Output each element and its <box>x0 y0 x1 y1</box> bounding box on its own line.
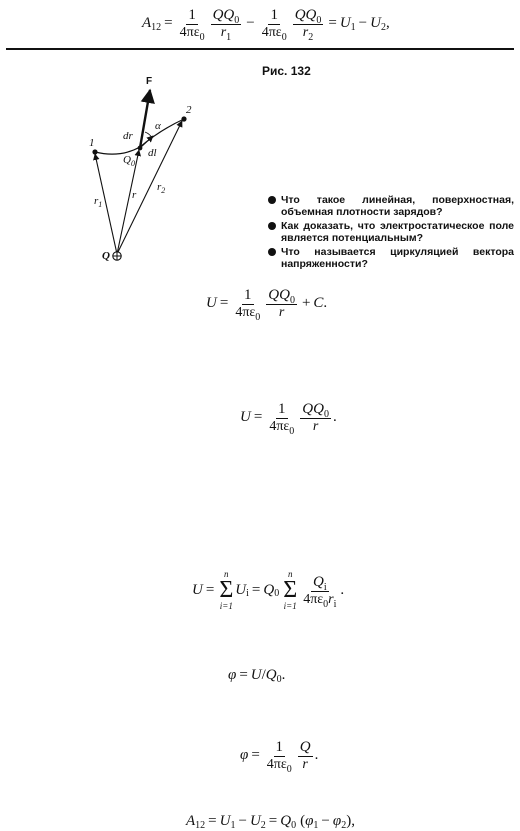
question-text: Как доказать, что электростатическое поле является потенциальным? <box>281 219 514 245</box>
question-item <box>268 246 514 271</box>
sum-lower-limit: i=1 <box>219 600 233 611</box>
fraction-denominator <box>233 305 262 322</box>
subscript: i <box>323 581 327 593</box>
symbol-Q: Q <box>263 581 275 598</box>
four-pi-epsilon: 4πε <box>266 757 287 772</box>
symbol-phi: φ <box>305 813 314 829</box>
sum-lower-limit: i=1 <box>283 600 297 611</box>
period: . <box>332 409 337 426</box>
subscript: 0 <box>323 598 329 610</box>
fraction-numerator <box>293 6 324 25</box>
fraction <box>300 400 331 436</box>
subscript: i <box>333 598 337 610</box>
formula-work-potential-difference <box>186 814 355 829</box>
alpha-arc <box>145 132 152 138</box>
symbol-U: U <box>250 667 262 683</box>
period: . <box>323 295 328 312</box>
fraction-numerator: 1 <box>188 7 196 23</box>
fraction <box>293 6 324 42</box>
point-2 <box>181 116 186 121</box>
slash: / <box>261 667 266 683</box>
symbol-r: r <box>328 591 334 607</box>
subscript: 0 <box>276 673 282 685</box>
fraction-denominator <box>219 25 233 42</box>
summation <box>219 570 233 611</box>
symbol-r: r <box>220 25 227 40</box>
equals-sign: = <box>164 15 173 32</box>
equals-sign: = <box>239 667 248 683</box>
fraction-numerator <box>266 286 297 305</box>
symbol-Q: Q <box>280 813 292 829</box>
point-1 <box>92 149 97 154</box>
subscript: 12 <box>151 21 162 33</box>
label-point-1: 1 <box>89 137 95 149</box>
symbol-U: U <box>370 15 381 32</box>
symbol-U: U <box>249 813 261 829</box>
minus-sign: − <box>246 15 255 32</box>
fraction-numerator: 1 <box>244 287 252 303</box>
symbol-QQ: QQ <box>294 7 317 23</box>
fraction-numerator: Q <box>299 739 311 755</box>
point-Q0 <box>138 146 143 151</box>
symbol-r: r <box>302 25 309 40</box>
formula-system-potential-energy <box>192 570 344 611</box>
question-item <box>268 194 514 219</box>
fraction-denominator: r <box>302 757 308 772</box>
question-text: Что такое линейная, поверхностная, объемная плотности зарядов? <box>281 194 514 219</box>
fraction-numerator <box>211 6 242 25</box>
subscript: 0 <box>286 764 292 775</box>
subscript: 0 <box>274 588 280 600</box>
subscript: 0 <box>289 426 295 437</box>
bullet-icon <box>268 222 276 230</box>
label-r1: $r_1$ <box>94 195 103 209</box>
comma: , <box>351 813 355 829</box>
subscript: 1 <box>226 32 232 43</box>
formula-potential-energy-constant <box>206 286 327 322</box>
subscript: 2 <box>308 32 314 43</box>
subscript: 1 <box>313 819 319 831</box>
formula-work-difference <box>142 6 390 42</box>
subscript: 0 <box>291 819 297 831</box>
four-pi-epsilon: 4πε <box>179 25 200 40</box>
subscript: 0 <box>323 409 329 420</box>
fraction-denominator <box>301 592 338 609</box>
symbol-U: U <box>240 409 251 426</box>
equals-sign: = <box>253 409 263 426</box>
figure-caption: Рис. 132 <box>262 64 311 78</box>
four-pi-epsilon: 4πε <box>303 591 324 607</box>
sum-upper-limit: n <box>224 569 229 579</box>
period: . <box>314 747 319 764</box>
subscript: 2 <box>380 21 386 33</box>
label-Q: Q <box>102 250 110 262</box>
fraction-numerator: 1 <box>278 401 286 417</box>
fraction-denominator <box>267 419 296 436</box>
figure-132-diagram <box>60 70 220 270</box>
equals-sign: = <box>328 15 337 32</box>
symbol-QQ: QQ <box>302 401 324 417</box>
label-r2: $r_2$ <box>157 181 166 195</box>
subscript: 0 <box>255 312 261 323</box>
left-paren: ( <box>300 813 306 829</box>
fraction <box>178 6 207 42</box>
fraction-denominator <box>178 25 207 42</box>
symbol-Q: Q <box>265 667 277 683</box>
equals-sign: = <box>208 813 217 829</box>
summation <box>283 570 297 611</box>
symbol-Q: Q <box>312 573 324 590</box>
fraction <box>211 6 242 42</box>
question-item <box>268 220 514 245</box>
period: . <box>281 667 286 683</box>
subscript: 0 <box>234 15 240 26</box>
formula-potential-definition <box>228 668 285 683</box>
equals-sign: = <box>205 581 215 598</box>
symbol-C: C <box>313 295 324 312</box>
sigma-symbol: Σ <box>219 577 234 603</box>
subscript: 12 <box>195 819 206 831</box>
fraction <box>266 286 297 322</box>
plus-sign: + <box>301 295 311 312</box>
equals-sign: = <box>251 581 261 598</box>
equals-sign: = <box>268 813 278 829</box>
subscript: 0 <box>316 15 322 26</box>
symbol-phi: φ <box>228 667 237 683</box>
formula-potential-energy <box>240 400 337 436</box>
subscript: 0 <box>199 32 205 43</box>
four-pi-epsilon: 4πε <box>235 305 256 320</box>
fraction <box>298 738 313 774</box>
symbol-U: U <box>235 581 247 598</box>
symbol-QQ: QQ <box>212 7 235 23</box>
fraction <box>260 6 289 42</box>
subscript: i <box>246 588 249 600</box>
fraction-numerator: 1 <box>270 7 278 23</box>
label-dr: dr <box>123 130 133 142</box>
symbol-phi: φ <box>240 747 249 764</box>
fraction <box>265 738 294 774</box>
review-questions <box>268 194 514 271</box>
subscript: 2 <box>260 819 266 831</box>
symbol-U: U <box>219 813 231 829</box>
symbol-U: U <box>206 295 217 312</box>
symbol-A: A <box>186 813 196 829</box>
period: . <box>340 581 345 598</box>
symbol-U: U <box>192 581 203 598</box>
fraction-denominator <box>265 757 294 774</box>
four-pi-epsilon: 4πε <box>261 25 282 40</box>
label-Q0: $Q_0$ <box>123 154 135 168</box>
sum-upper-limit: n <box>287 569 293 579</box>
equals-sign: = <box>219 295 229 312</box>
fraction <box>267 400 296 436</box>
bullet-icon <box>268 248 276 256</box>
fraction-numerator <box>300 400 331 419</box>
formula-point-charge-potential <box>240 738 318 774</box>
symbol-U: U <box>339 15 351 32</box>
equals-sign: = <box>251 747 260 764</box>
label-alpha: α <box>155 120 161 132</box>
fraction-denominator <box>301 25 315 42</box>
sigma-symbol: Σ <box>283 577 298 603</box>
minus-sign: − <box>238 813 247 829</box>
label-point-2: 2 <box>186 104 192 116</box>
right-paren: ) <box>346 813 352 829</box>
label-dl: dl <box>148 147 157 159</box>
label-r: r <box>132 189 137 201</box>
bullet-icon <box>268 196 276 204</box>
fraction <box>233 286 262 322</box>
subscript: 0 <box>289 295 295 306</box>
symbol-phi: φ <box>332 813 342 829</box>
fraction-denominator <box>260 25 289 42</box>
minus-sign: − <box>321 813 330 829</box>
fraction <box>301 573 338 609</box>
fraction-denominator: r <box>278 305 285 320</box>
section-divider <box>6 48 514 50</box>
question-text: Что называется циркуляцией вектора напряженности? <box>281 245 514 270</box>
symbol-QQ: QQ <box>268 287 290 303</box>
subscript: 2 <box>341 819 347 831</box>
symbol-A: A <box>142 15 152 32</box>
minus-sign: − <box>358 15 368 32</box>
four-pi-epsilon: 4πε <box>269 419 290 434</box>
subscript: 0 <box>281 32 287 43</box>
fraction-numerator <box>311 573 329 592</box>
comma: , <box>385 15 390 32</box>
label-F: F <box>146 76 153 87</box>
subscript: 1 <box>350 21 356 33</box>
fraction-numerator: 1 <box>275 739 283 755</box>
fraction-denominator: r <box>312 419 319 434</box>
subscript: 1 <box>230 819 236 831</box>
